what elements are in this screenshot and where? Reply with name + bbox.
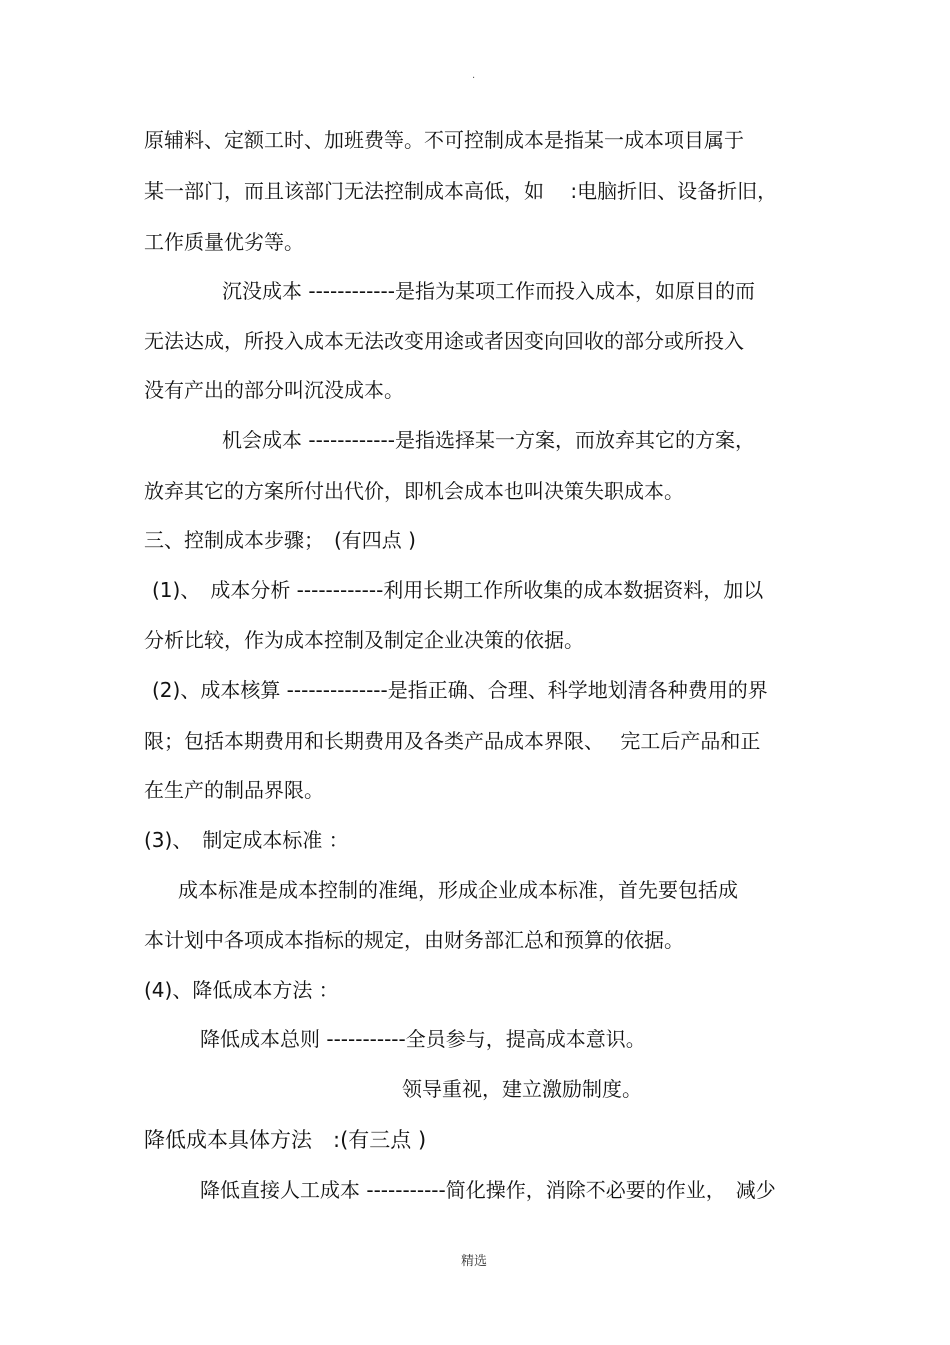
text-line: 成本标准是成本控制的准绳，形成企业成本标准，首先要包括成: [178, 878, 738, 902]
text-line: 领导重视，建立激励制度。: [402, 1077, 642, 1101]
text-line: 工作质量优劣等。: [144, 230, 304, 254]
text-line: 沉没成本 ------------是指为某项工作而投入成本，如原目的而: [222, 279, 755, 303]
text-line: 在生产的制品界限。: [144, 778, 324, 802]
text-line: (2)、成本核算 --------------是指正确、合理、科学地划清各种费用的界: [152, 678, 768, 702]
section-heading: 三、控制成本步骤； (有四点 ): [144, 528, 416, 552]
text-line: 某一部门，而且该部门无法控制成本高低，如 :电脑折旧、设备折旧，: [144, 179, 778, 203]
text-line: 降低直接人工成本 -----------简化操作，消除不必要的作业， 减少: [200, 1178, 776, 1202]
text-line: 原辅料、定额工时、加班费等。不可控制成本是指某一成本项目属于: [144, 128, 744, 152]
text-line: 机会成本 ------------是指选择某一方案，而放弃其它的方案，: [222, 428, 755, 452]
text-line: 没有产出的部分叫沉没成本。: [144, 378, 404, 402]
text-line: 无法达成，所投入成本无法改变用途或者因变向回收的部分或所投入: [144, 329, 744, 353]
text-line: 降低成本总则 -----------全员参与，提高成本意识。: [200, 1027, 646, 1051]
subsection-heading: 降低成本具体方法 :(有三点 ): [144, 1128, 427, 1152]
text-line: 分析比较，作为成本控制及制定企业决策的依据。: [144, 628, 584, 652]
text-line: (4)、降低成本方法 ：: [144, 978, 339, 1002]
text-line: 本计划中各项成本指标的规定，由财务部汇总和预算的依据。: [144, 928, 684, 952]
footer-label: 精选: [461, 1254, 488, 1269]
text-line: 放弃其它的方案所付出代价，即机会成本也叫决策失职成本。: [144, 479, 684, 503]
text-line: (1)、 成本分析 ------------利用长期工作所收集的成本数据资料，加以: [152, 578, 764, 602]
text-line: 限；包括本期费用和长期费用及各类产品成本界限、 完工后产品和正: [144, 729, 761, 753]
text-line: (3)、 制定成本标准 ：: [144, 828, 349, 852]
header-mark: .: [472, 70, 476, 81]
